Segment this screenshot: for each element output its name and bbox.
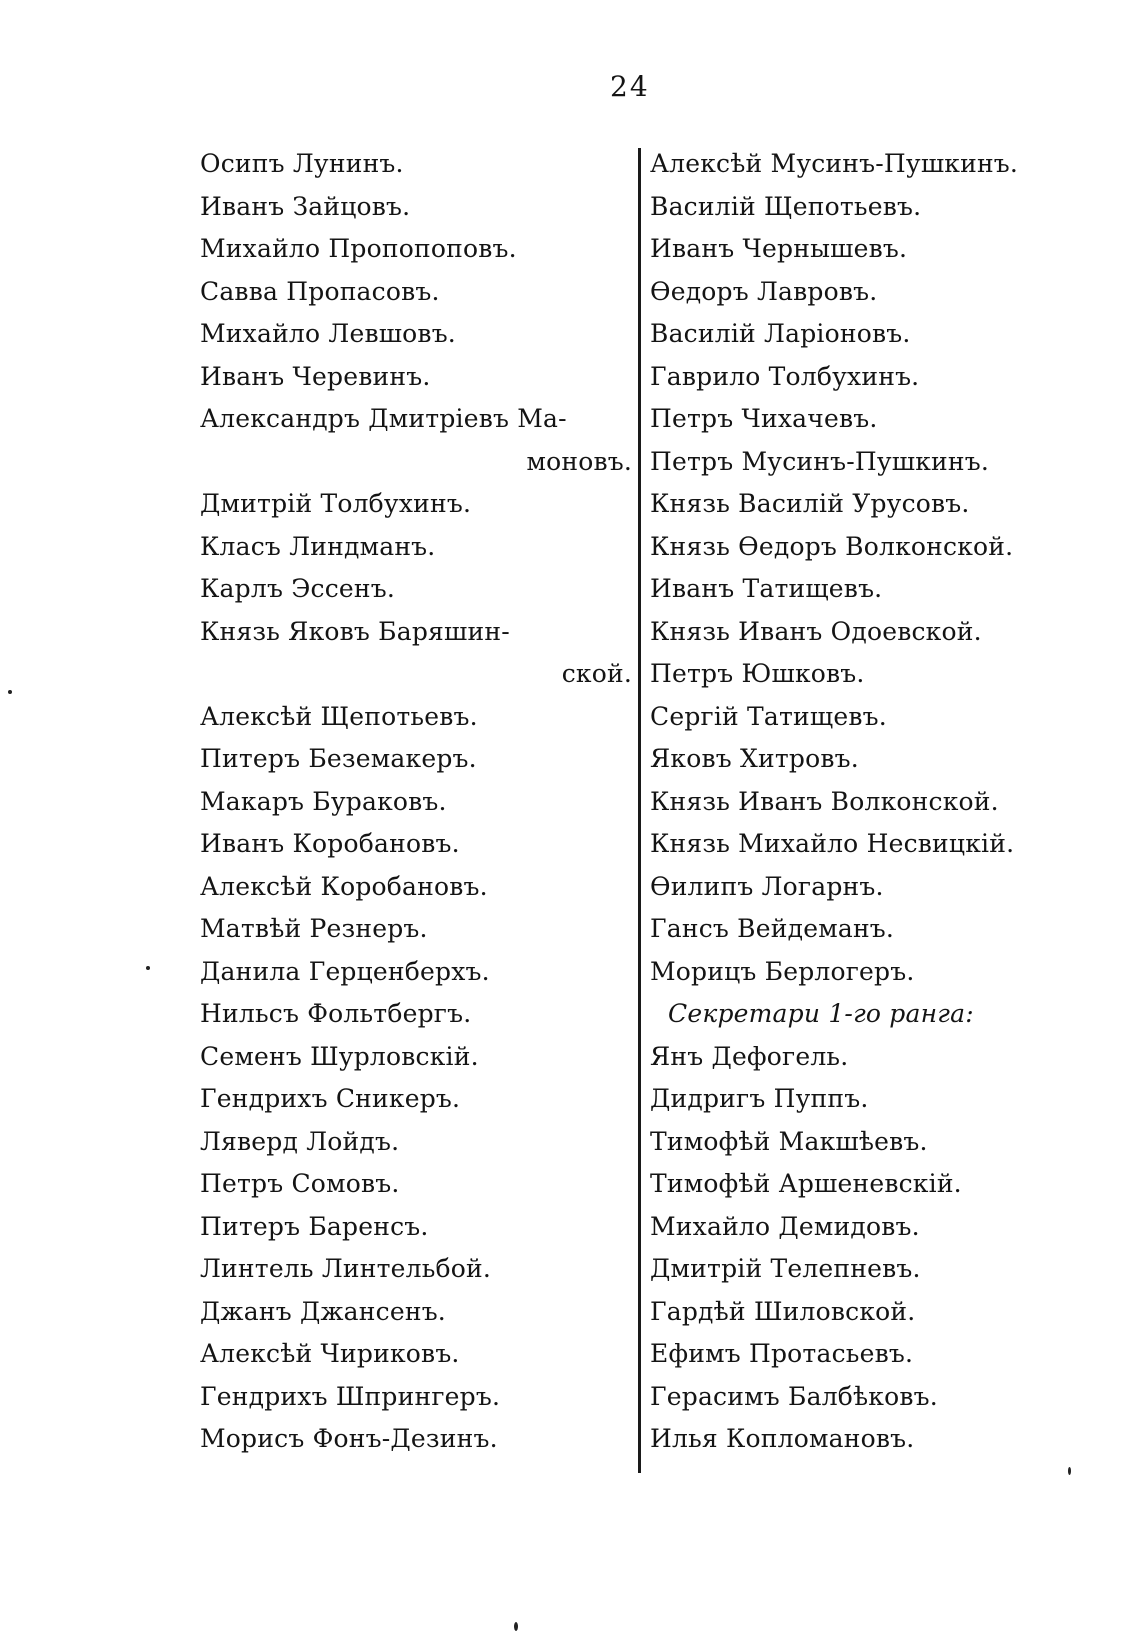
name-entry: Дмитрій Телепневъ. <box>650 1254 921 1283</box>
name-entry: Петръ Сомовъ. <box>200 1169 400 1198</box>
name-entry: Князь Иванъ Одоевской. <box>650 616 982 646</box>
name-entry: Дидригъ Пуппъ. <box>650 1084 869 1113</box>
name-entry: Класъ Линдманъ. <box>200 531 436 561</box>
name-entry: Семенъ Шурловскій. <box>200 1041 479 1071</box>
name-entry: Гардѣй Шиловской. <box>650 1296 916 1326</box>
name-entry: Иванъ Зайцовъ. <box>200 191 411 221</box>
name-entry: Александръ Дмитріевъ Ма- <box>200 404 567 433</box>
name-entry: Питеръ Беземакеръ. <box>200 744 477 773</box>
name-entry: Иванъ Черевинъ. <box>200 361 431 391</box>
name-entry: Василій Щепотьевъ. <box>650 191 922 221</box>
name-entry: Иванъ Татищевъ. <box>650 574 883 603</box>
scan-speck <box>146 966 150 970</box>
name-entry: моновъ. <box>526 446 632 476</box>
name-entry: Гендрихъ Сникеръ. <box>200 1084 461 1113</box>
left-name-column <box>200 143 640 1461</box>
name-entry: Савва Пропасовъ. <box>200 276 440 306</box>
name-entry: Ляверд Лойдъ. <box>200 1126 400 1156</box>
name-entry: Петръ Чихачевъ. <box>650 404 878 433</box>
name-entry: Нильсъ Фольтбергъ. <box>200 999 472 1028</box>
name-entry: Петръ Юшковъ. <box>650 659 865 688</box>
name-entry: Илья Копломановъ. <box>650 1424 915 1453</box>
name-entry: Питеръ Баренсъ. <box>200 1211 429 1241</box>
name-entry: Тимофѣй Макшѣевъ. <box>650 1126 928 1156</box>
name-entry: ской. <box>561 659 632 688</box>
name-entry: Князь Михайло Несвицкій. <box>650 829 1015 858</box>
name-entry: Василій Ларіоновъ. <box>650 319 911 348</box>
name-entry: Өедоръ Лавровъ. <box>650 276 878 306</box>
name-entry: Герасимъ Балбѣковъ. <box>650 1381 938 1411</box>
name-entry: Ефимъ Протасьевъ. <box>650 1339 914 1368</box>
name-entry: Осипъ Лунинъ. <box>200 149 404 178</box>
name-entry: Иванъ Чернышевъ. <box>650 234 908 263</box>
right-name-column <box>650 143 1110 1461</box>
name-entry: Алексѣй Коробановъ. <box>200 871 488 901</box>
name-entry: Петръ Мусинъ-Пушкинъ. <box>650 446 990 476</box>
name-entry: Джанъ Джансенъ. <box>200 1296 446 1326</box>
name-entry: Тимофѣй Аршеневскій. <box>650 1169 962 1198</box>
name-entry: Данила Герценберхъ. <box>200 956 490 986</box>
name-entry: Князь Василій Урусовъ. <box>650 489 970 518</box>
name-entry: Гансъ Вейдеманъ. <box>650 914 895 943</box>
name-entry: Янъ Дефогель. <box>650 1041 849 1071</box>
name-entry: Карлъ Эссенъ. <box>200 574 396 603</box>
name-entry: Морицъ Берлогеръ. <box>650 956 915 986</box>
name-entry: Алексѣй Мусинъ-Пушкинъ. <box>650 149 1019 178</box>
name-entry: Линтель Линтельбой. <box>200 1254 492 1283</box>
name-entry: Михайло Левшовъ. <box>200 319 456 348</box>
section-heading: Секретари 1-го ранга: <box>668 999 974 1028</box>
name-entry: Сергій Татищевъ. <box>650 701 887 731</box>
name-entry: Гаврило Толбухинъ. <box>650 361 920 391</box>
name-entry: Алексѣй Чириковъ. <box>200 1339 460 1368</box>
name-entry: Князь Яковъ Баряшин- <box>200 616 510 646</box>
page-number: 24 <box>610 70 650 103</box>
name-entry: Өилипъ Логарнъ. <box>650 871 884 901</box>
scan-speck <box>8 690 12 694</box>
name-entry: Князь Өедоръ Волконской. <box>650 531 1014 561</box>
scan-speck <box>1068 1467 1071 1475</box>
name-entry: Михайло Демидовъ. <box>650 1211 920 1241</box>
name-entry: Макаръ Бураковъ. <box>200 786 447 816</box>
name-entry: Матвѣй Резнеръ. <box>200 914 428 943</box>
name-entry: Яковъ Хитровъ. <box>650 744 859 773</box>
name-entry: Иванъ Коробановъ. <box>200 829 460 858</box>
name-entry: Дмитрій Толбухинъ. <box>200 489 472 518</box>
name-entry: Михайло Пропопоповъ. <box>200 234 517 263</box>
name-entry: Гендрихъ Шпрингеръ. <box>200 1381 501 1411</box>
name-entry: Алексѣй Щепотьевъ. <box>200 701 478 731</box>
name-entry: Князь Иванъ Волконской. <box>650 786 999 816</box>
scan-speck <box>514 1622 518 1631</box>
column-divider <box>638 148 641 1473</box>
name-entry: Морисъ Фонъ-Дезинъ. <box>200 1424 498 1453</box>
